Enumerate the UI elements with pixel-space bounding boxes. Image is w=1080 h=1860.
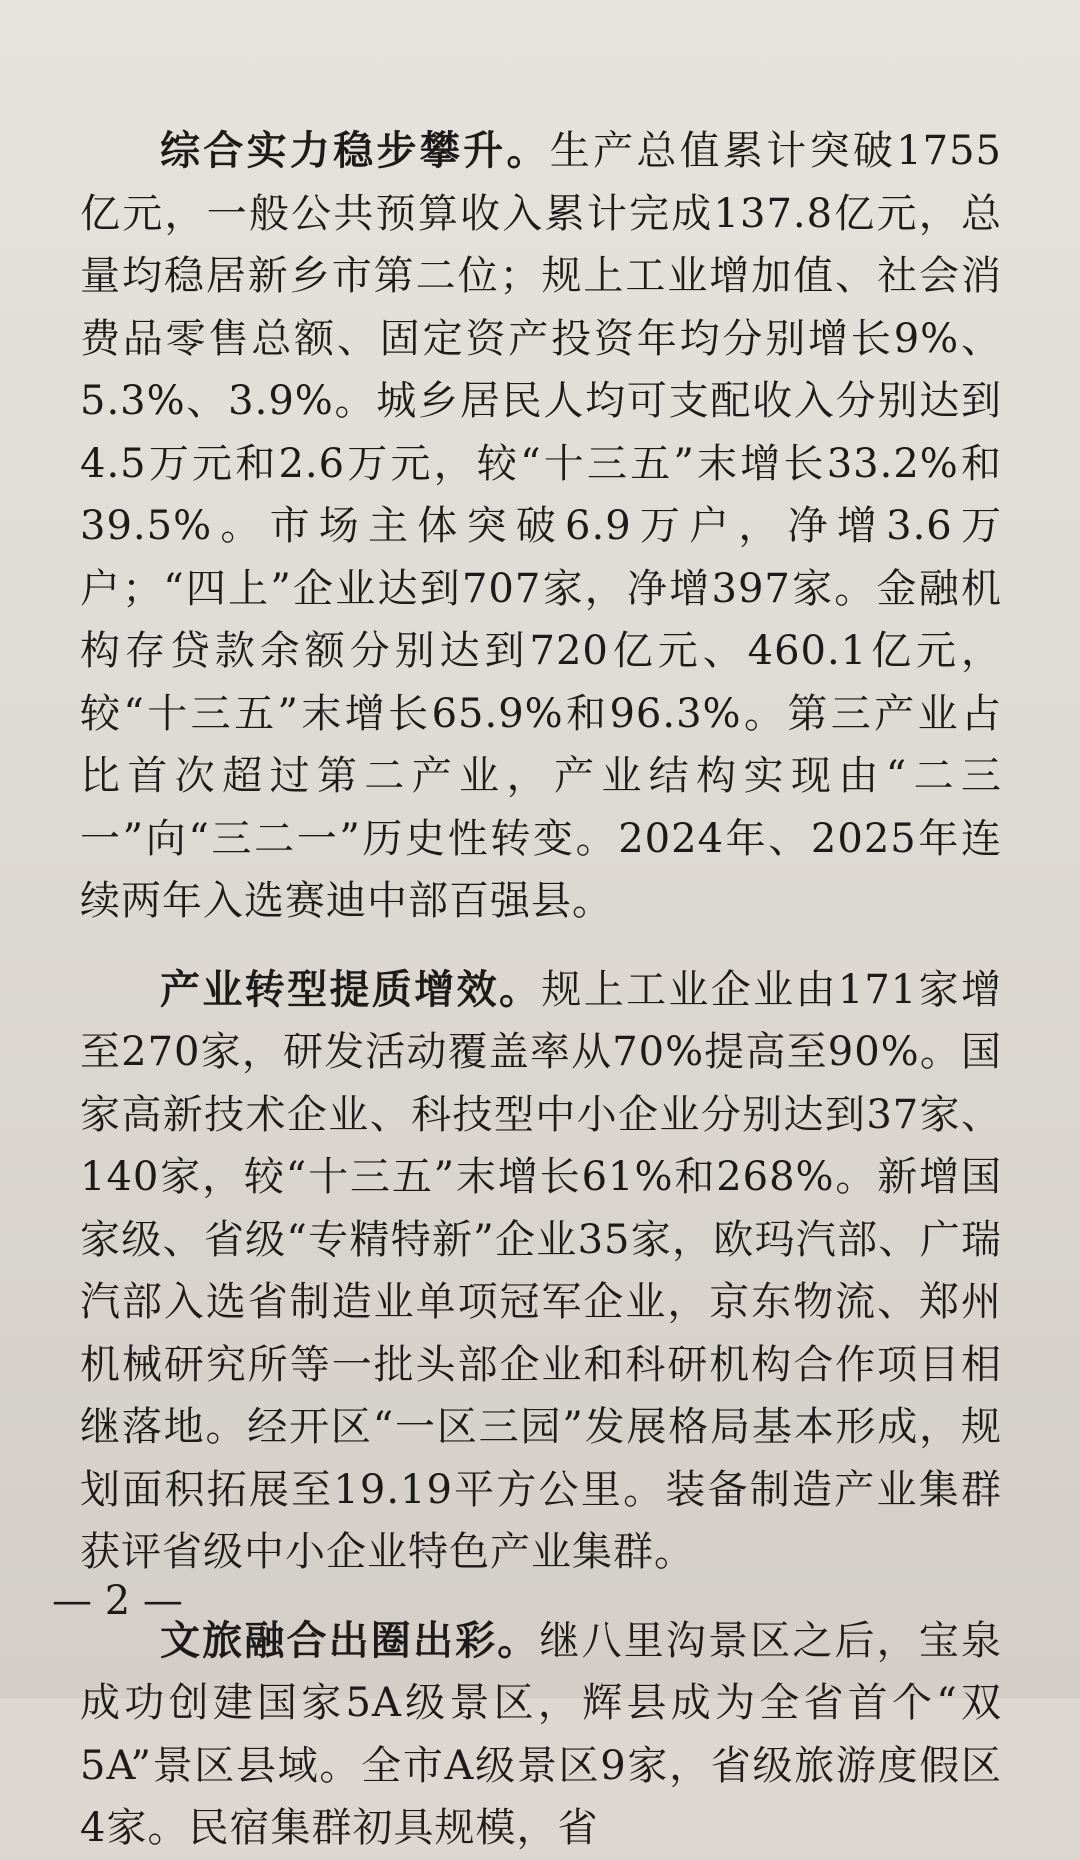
- paragraph-industrial-transformation: [80, 959, 1002, 1584]
- paragraph-body: 生产总值累计突破1755亿元，一般公共预算收入累计完成137.8亿元，总量均稳居新乡市第二位；规上工业增加值、社会消费品零售总额、固定资产投资年均分别增长9%、5.3%、3.9%。城乡居民人均可支配收入分别达到4.5万元和2.6万元，较“十三五”末增长33.2%和39.5%。市场主体突破6.9万户，净增3.6万户；“四上”企业达到707家，净增397家。金融机构存贷款余额分别达到720亿元、460.1亿元，较“十三五”末增长65.9%和96.3%。第三产业占比首次超过第二产业，产业结构实现由“二三一”向“三二一”历史性转变。2024年、2025年连续两年入选赛迪中部百强县。: [80, 128, 1003, 924]
- paragraph-culture-tourism: [80, 1610, 1002, 1860]
- paragraph-body: 继八里沟景区之后，宝泉成功创建国家5A级景区，辉县成为全省首个“双5A”景区县域。全市A级景区9家，省级旅游度假区4家。民宿集群初具规模，省: [80, 1617, 1003, 1851]
- paragraph-heading: 综合实力稳步攀升。: [160, 127, 550, 174]
- paragraph-heading: 文旅融合出圈出彩。: [160, 1616, 540, 1664]
- page-number: — 2 —: [52, 1578, 183, 1624]
- paragraph-overall-strength: [80, 120, 1002, 933]
- paragraph-heading: 产业转型提质增效。: [160, 965, 542, 1013]
- paragraph-body: 规上工业企业由171家增至270家，研发活动覆盖率从70%提高至90%。国家高新技术企业、科技型中小企业分别达到37家、140家，较“十三五”末增长61%和268%。新增国家级、省级“专精特新”企业35家，欧玛汽部、广瑞汽部入选省制造业单项冠军企业，京东物流、郑州机械研究所等一批头部企业和科研机构合作项目相继落地。经开区“一区三园”发展格局基本形成，规划面积拓展至19.19平方公里。装备制造产业集群获评省级中小企业特色产业集群。: [80, 966, 1002, 1575]
